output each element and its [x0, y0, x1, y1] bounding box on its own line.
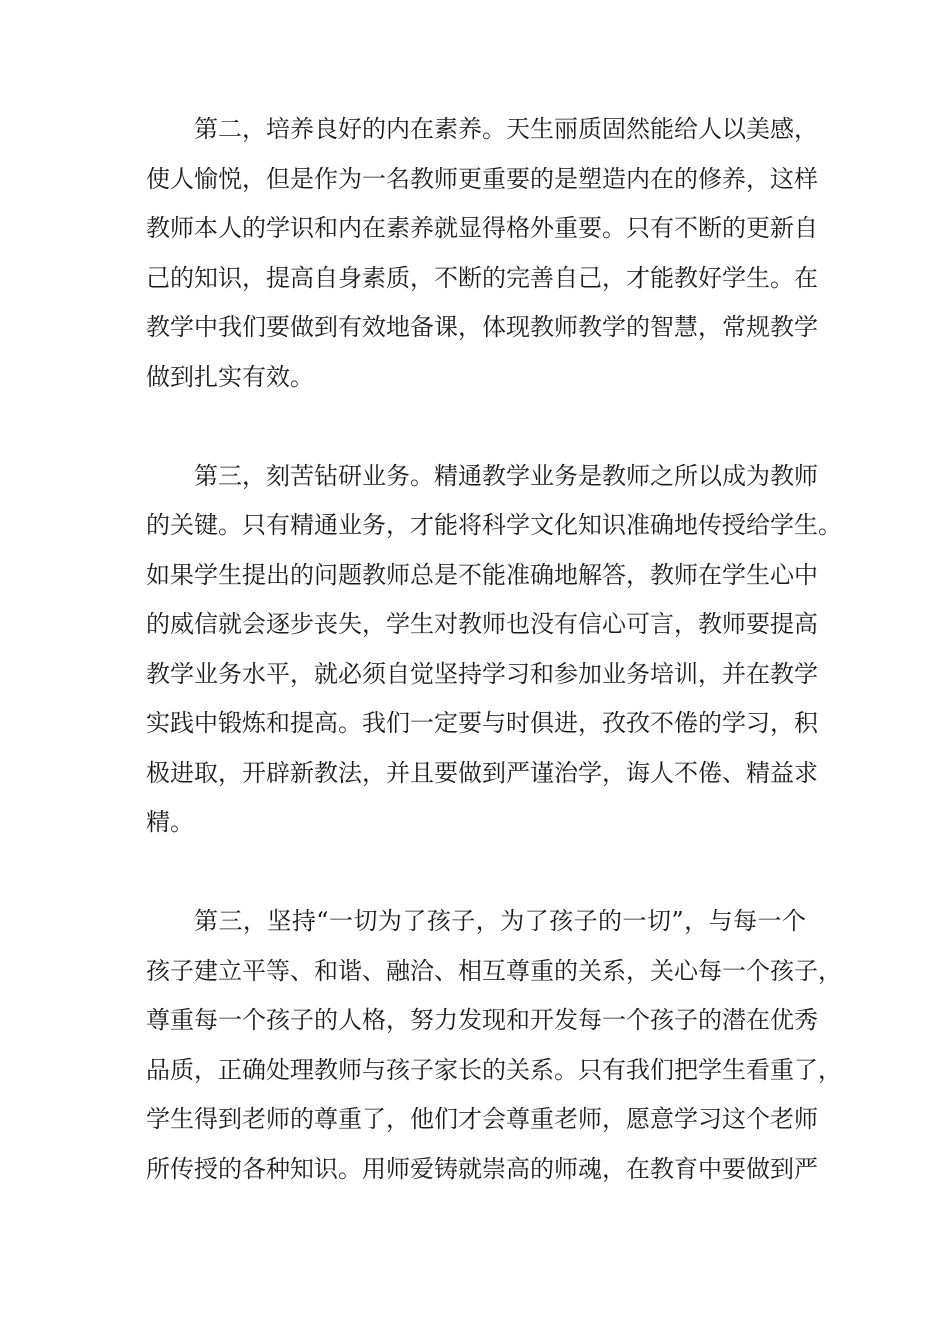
text-line: 第三，刻苦钻研业务。精通教学业务是教师之所以成为教师 [194, 461, 818, 490]
paragraph-3-study-diligently [146, 452, 842, 848]
text-line: 孩子建立平等、和谐、融洽、相互尊重的关系，关心每一个孩子， [146, 956, 842, 985]
text-line: 极进取，开辟新教法，并且要做到严谨治学，诲人不倦、精益求 [146, 758, 818, 787]
paragraph-spacing [146, 848, 806, 898]
text-line: 尊重每一个孩子的人格，努力发现和开发每一个孩子的潜在优秀 [146, 1006, 818, 1034]
text-line: 精。 [146, 808, 194, 836]
text-line: 学生得到老师的尊重了，他们才会尊重老师，愿意学习这个老师 [146, 1105, 818, 1133]
text-line: 的威信就会逐步丧失，学生对教师也没有信心可言，教师要提高 [146, 610, 818, 638]
paragraph-2-cultivate-inner-quality [146, 105, 818, 402]
text-line: 品质，正确处理教师与孩子家长的关系。只有我们把学生看重了， [146, 1055, 842, 1084]
text-line: 教师本人的学识和内在素养就显得格外重要。只有不断的更新自 [146, 214, 818, 242]
text-line: 教学业务水平，就必须自觉坚持学习和参加业务培训，并在教学 [146, 659, 818, 688]
text-line: 实践中锻炼和提高。我们一定要与时俱进，孜孜不倦的学习，积 [146, 709, 818, 737]
text-line: 的关键。只有精通业务，才能将科学文化知识准确地传授给学生。 [146, 511, 842, 539]
text-line: 如果学生提出的问题教师总是不能准确地解答，教师在学生心中 [146, 560, 818, 589]
document-body [146, 105, 842, 1194]
text-line: 做到扎实有效。 [146, 362, 314, 391]
text-line: 第二，培养良好的内在素养。天生丽质固然能给人以美感， [194, 115, 818, 143]
paragraph-spacing [146, 402, 806, 452]
text-line: 己的知识，提高自身素质，不断的完善自己，才能教好学生。在 [146, 263, 818, 292]
paragraph-3-everything-for-children [146, 897, 842, 1194]
text-line: 教学中我们要做到有效地备课，体现教师教学的智慧，常规教学 [146, 313, 818, 341]
text-line: 所传授的各种知识。用师爱铸就崇高的师魂，在教育中要做到严 [146, 1154, 818, 1183]
text-line: 第三，坚持“一切为了孩子，为了孩子的一切”，与每一个 [194, 907, 806, 935]
text-line: 使人愉悦，但是作为一名教师更重要的是塑造内在的修养，这样 [146, 164, 818, 193]
